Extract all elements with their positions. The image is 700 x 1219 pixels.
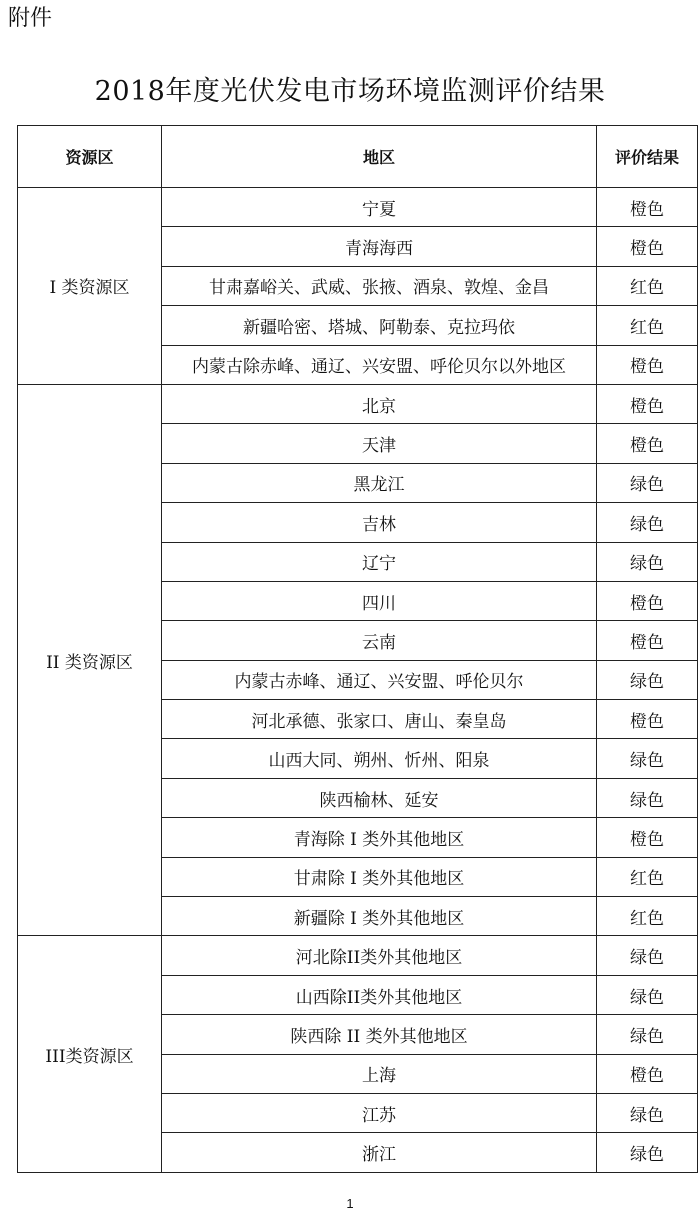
region-cell: 山西大同、朔州、忻州、阳泉 [162, 739, 597, 778]
result-cell: 绿色 [597, 975, 698, 1014]
region-cell: 天津 [162, 424, 597, 463]
region-cell: 云南 [162, 621, 597, 660]
result-cell: 红色 [597, 306, 698, 345]
result-cell: 橙色 [597, 227, 698, 266]
table-row [18, 384, 698, 423]
region-cell: 浙江 [162, 1133, 597, 1172]
result-cell: 橙色 [597, 581, 698, 620]
region-cell: 河北除II类外其他地区 [162, 936, 597, 975]
results-table [17, 125, 698, 1173]
region-cell: 河北承德、张家口、唐山、秦皇岛 [162, 700, 597, 739]
table-header-row [18, 126, 698, 188]
region-cell: 新疆哈密、塔城、阿勒泰、克拉玛依 [162, 306, 597, 345]
zone-cell: III类资源区 [18, 936, 162, 1172]
region-cell: 青海海西 [162, 227, 597, 266]
region-cell: 山西除II类外其他地区 [162, 975, 597, 1014]
result-cell: 绿色 [597, 778, 698, 817]
column-header-region: 地区 [162, 126, 597, 188]
result-cell: 橙色 [597, 1054, 698, 1093]
result-cell: 橙色 [597, 700, 698, 739]
region-cell: 宁夏 [162, 188, 597, 227]
result-cell: 橙色 [597, 384, 698, 423]
region-cell: 甘肃嘉峪关、武威、张掖、酒泉、敦煌、金昌 [162, 266, 597, 305]
page-number: 1 [346, 1196, 354, 1211]
column-header-result: 评价结果 [597, 126, 698, 188]
result-cell: 红色 [597, 266, 698, 305]
region-cell: 内蒙古赤峰、通辽、兴安盟、呼伦贝尔 [162, 660, 597, 699]
region-cell: 陕西榆林、延安 [162, 778, 597, 817]
result-cell: 橙色 [597, 818, 698, 857]
result-cell: 绿色 [597, 503, 698, 542]
result-cell: 绿色 [597, 542, 698, 581]
result-cell: 绿色 [597, 739, 698, 778]
region-cell: 上海 [162, 1054, 597, 1093]
region-cell: 黑龙江 [162, 463, 597, 502]
result-cell: 橙色 [597, 424, 698, 463]
result-cell: 绿色 [597, 1093, 698, 1132]
region-cell: 青海除 I 类外其他地区 [162, 818, 597, 857]
attachment-label: 附件 [8, 6, 53, 31]
table-body [18, 188, 698, 1173]
table-row [18, 936, 698, 975]
result-cell: 红色 [597, 857, 698, 896]
result-cell: 绿色 [597, 660, 698, 699]
region-cell: 内蒙古除赤峰、通辽、兴安盟、呼伦贝尔以外地区 [162, 345, 597, 384]
region-cell: 新疆除 I 类外其他地区 [162, 897, 597, 936]
region-cell: 辽宁 [162, 542, 597, 581]
region-cell: 江苏 [162, 1093, 597, 1132]
result-cell: 橙色 [597, 345, 698, 384]
result-cell: 绿色 [597, 1133, 698, 1172]
result-cell: 橙色 [597, 188, 698, 227]
result-cell: 红色 [597, 897, 698, 936]
region-cell: 四川 [162, 581, 597, 620]
region-cell: 吉林 [162, 503, 597, 542]
result-cell: 橙色 [597, 621, 698, 660]
table-row [18, 188, 698, 227]
region-cell: 甘肃除 I 类外其他地区 [162, 857, 597, 896]
zone-cell: I 类资源区 [18, 188, 162, 385]
region-cell: 陕西除 II 类外其他地区 [162, 1015, 597, 1054]
result-cell: 绿色 [597, 936, 698, 975]
result-cell: 绿色 [597, 463, 698, 502]
region-cell: 北京 [162, 384, 597, 423]
column-header-zone: 资源区 [18, 126, 162, 188]
zone-cell: II 类资源区 [18, 384, 162, 935]
result-cell: 绿色 [597, 1015, 698, 1054]
document-title: 2018年度光伏发电市场环境监测评价结果 [94, 76, 606, 107]
